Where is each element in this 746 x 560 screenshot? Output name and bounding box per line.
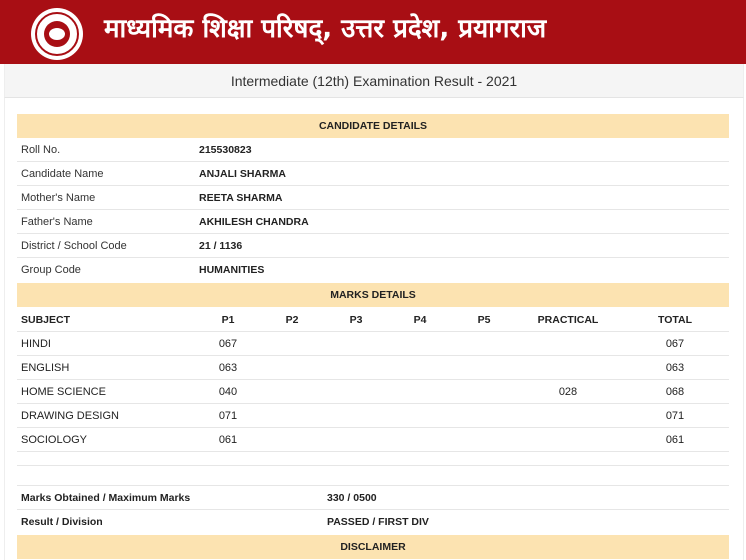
cell-total: 071 (665, 410, 685, 422)
summary-row-result (17, 510, 729, 534)
field-label: Father's Name (21, 216, 93, 228)
field-value: 21 / 1136 (199, 240, 243, 252)
cell-p1: 067 (218, 338, 238, 350)
spacer-row (17, 466, 729, 486)
cell-practical: 028 (558, 386, 578, 398)
summary-value: PASSED / FIRST DIV (327, 516, 429, 528)
cell-total: 061 (665, 434, 685, 446)
col-p4: P4 (413, 314, 427, 326)
cell-total: 068 (665, 386, 685, 398)
table-row (17, 428, 729, 452)
field-label: Mother's Name (21, 192, 96, 204)
cell-p1: 061 (218, 434, 238, 446)
col-subject: SUBJECT (21, 314, 71, 326)
site-header (0, 0, 746, 64)
col-p2: P2 (285, 314, 299, 326)
col-total: TOTAL (657, 314, 693, 326)
candidate-row-father (17, 210, 729, 234)
field-value: HUMANITIES (199, 264, 265, 276)
field-value: REETA SHARMA (199, 192, 283, 204)
cell-p1: 063 (218, 362, 238, 374)
summary-label: Marks Obtained / Maximum Marks (21, 492, 191, 504)
cell-subject: ENGLISH (21, 362, 70, 374)
summary-row-marks (17, 486, 729, 510)
field-label: District / School Code (21, 240, 127, 252)
col-p3: P3 (349, 314, 363, 326)
table-row (17, 356, 729, 380)
col-p5: P5 (477, 314, 491, 326)
cell-subject: HOME SCIENCE (21, 386, 106, 398)
marks-table-header (17, 308, 729, 332)
candidate-row-mother (17, 186, 729, 210)
table-row (17, 404, 729, 428)
cell-total: 063 (665, 362, 685, 374)
exam-title: Intermediate (12th) Examination Result - 2021 (4, 64, 744, 98)
org-name: माध्यमिक शिक्षा परिषद्, उत्तर प्रदेश, प्रयागराज (104, 14, 547, 44)
field-label: Candidate Name (21, 168, 104, 180)
field-value: ANJALI SHARMA (199, 168, 286, 180)
cell-subject: SOCIOLOGY (21, 434, 88, 446)
candidate-row-roll (17, 138, 729, 162)
summary-label: Result / Division (21, 516, 103, 528)
spacer-row (17, 452, 729, 466)
disclaimer-header: DISCLAIMER (17, 535, 729, 559)
up-board-emblem-icon (31, 8, 83, 60)
cell-total: 067 (665, 338, 685, 350)
candidate-row-group (17, 258, 729, 282)
field-value: 215530823 (199, 144, 252, 156)
field-label: Roll No. (21, 144, 61, 156)
candidate-row-district (17, 234, 729, 258)
cell-subject: HINDI (21, 338, 51, 350)
field-value: AKHILESH CHANDRA (199, 216, 309, 228)
cell-p1: 071 (218, 410, 238, 422)
cell-p1: 040 (218, 386, 238, 398)
table-row (17, 332, 729, 356)
result-card (4, 98, 744, 560)
col-p1: P1 (221, 314, 235, 326)
candidate-row-name (17, 162, 729, 186)
field-label: Group Code (21, 264, 81, 276)
candidate-details-header: CANDIDATE DETAILS (17, 114, 729, 138)
col-practical: PRACTICAL (537, 314, 599, 326)
summary-value: 330 / 0500 (327, 492, 377, 504)
table-row (17, 380, 729, 404)
cell-subject: DRAWING DESIGN (21, 410, 119, 422)
marks-details-header: MARKS DETAILS (17, 283, 729, 307)
